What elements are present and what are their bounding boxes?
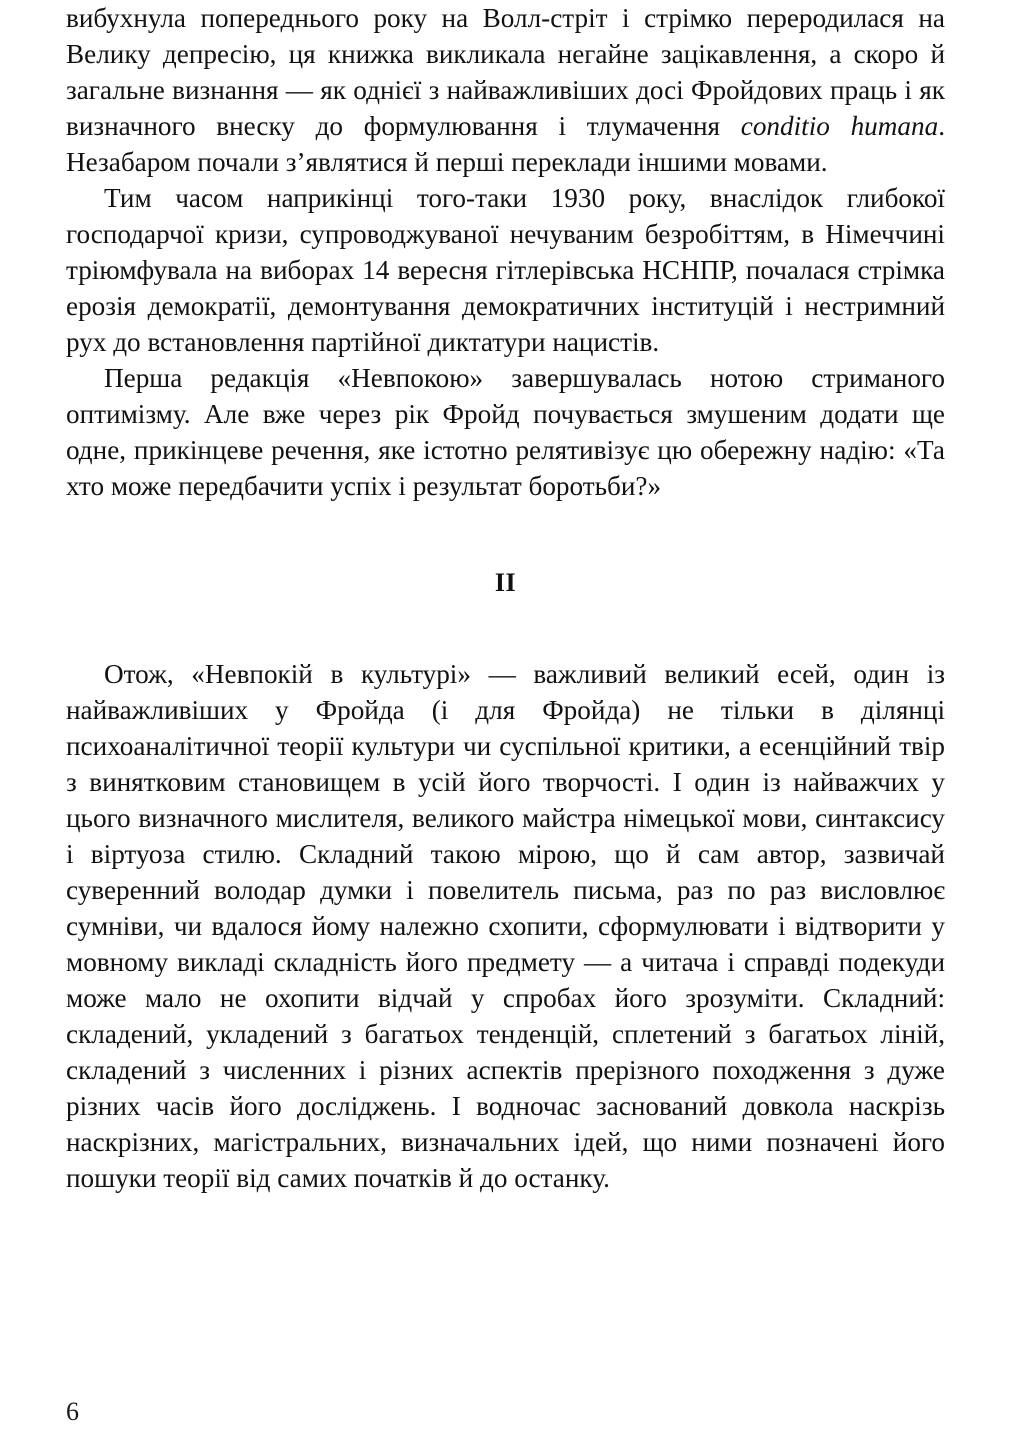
paragraph-4: Отож, «Невпокій в культурі» — важливий великий есей, один із найважливіших у Фройда (і для Фройда) не тільки в ділянці психоаналітичної теорії культури чи суспільної критики, а есенційний твір з винятковим становищем в усій його творчості. І один із найважчих у цього визначного мислителя, великого майстра німецької мови, синтаксису і віртуоза стилю. Складний такою мірою, що й сам автор, зазвичай суверенний володар думки і повелитель письма, раз по раз висловлює сумніви, чи вдалося йому належно схопити, сформулювати і відтворити у мовному викладі складність його предмету — а читача і справді подекуди може мало не охопити відчай у спробах його зрозуміти. Складний: складений, укладений з багатьох тенденцій, сплетений з багатьох ліній, складений з численних і різних аспектів прерізного походження з дуже різних часів його досліджень. І водночас заснований довкола наскрізь наскрізних, магістральних, визначальних ідей, що ними позначені його пошуки теорії від самих початків й до останку. [66, 659, 945, 1193]
paragraph-2: Тим часом наприкінці того-таки 1930 року, внаслідок глибокої господарчої кризи, супроводжуваної нечуваним безробіттям, в Німеччині тріюмфувала на виборах 14 вересня гітлерівська НСНПР, почалася стрімка ерозія демократії, демонтування демократичних інституцій і нестримний рух до встановлення партійної диктатури нацистів. [66, 183, 945, 357]
page-number: 6 [66, 1397, 79, 1426]
paragraph-3: Перша редакція «Невпокою» завершувалась нотою стриманого оптимізму. Але вже через рік Фройд почувається змушеним додати ще одне, прикінцеве речення, яке істотно релятивізує цю обережну надію: «Та хто може передбачити успіх і результат боротьби?» [66, 363, 945, 501]
paragraph-1-run-3: . Незабаром почали з’являтися й перші переклади іншими мовами. [66, 111, 945, 177]
paragraph-1-run-1: вибухнула попереднього року на Волл-стріт і стрімко переродилася на Велику депресію, ця книжка викликала негайне зацікавлення, а скоро й загальне визнання — як однієї з найважливіших досі Фройдових праць і як визначного внеску до формулювання і тлумачення [66, 3, 945, 141]
page-text-block [66, 0, 945, 1196]
paragraph-1-italic-term: conditio humana [740, 111, 939, 141]
paragraph-1 [66, 0, 945, 180]
section-heading-roman-two: II [494, 568, 517, 597]
